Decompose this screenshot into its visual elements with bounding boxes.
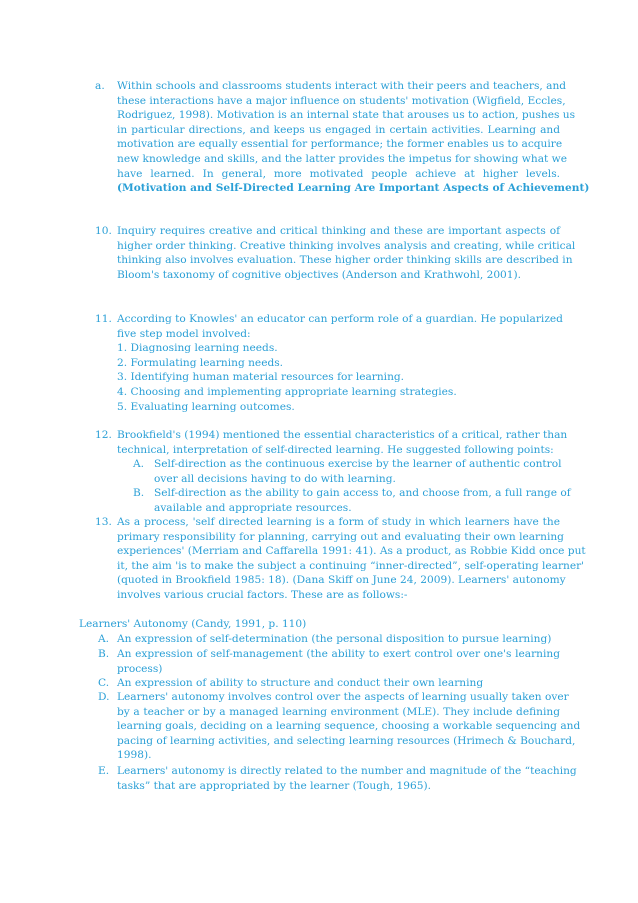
paragraph-line: motivation are equally essential for performance; the former enables us to acquire <box>117 138 563 151</box>
point-a-marker: A. <box>133 458 145 470</box>
paragraph-line: Within schools and classrooms students interact with their peers and teachers, and <box>117 80 567 92</box>
paragraph-line: five step model involved: <box>117 327 251 340</box>
paragraph-line: over all decisions having to do with learning. <box>154 472 396 485</box>
paragraph-line: these interactions have a major influence on students' motivation (Wigfield, Eccles, <box>117 94 566 107</box>
paragraph-line: An expression of self-determination (the personal disposition to pursue learning) <box>117 633 552 645</box>
paragraph-line: Learners' autonomy is directly related to the number and magnitude of the “teaching <box>117 765 577 777</box>
item-11-paragraph <box>117 312 563 414</box>
paragraph-line: An expression of self-management (the ability to exert control over one's learning <box>117 648 560 660</box>
autonomy-c-marker: C. <box>98 677 110 689</box>
paragraph-line: 1998). <box>117 749 152 762</box>
paragraph-line: Learners' autonomy involves control over the aspects of learning usually taken over <box>117 691 569 703</box>
paragraph-line: have learned. In general, more motivated people achieve at higher levels. <box>117 167 560 180</box>
paragraph-line: it, the aim 'is to make the subject a continuing “inner-directed”, self-operating learner' <box>117 559 585 572</box>
paragraph-line: experiences' (Merriam and Caffarella 1991: 41). As a product, as Robbie Kidd once put <box>117 545 586 558</box>
paragraph-line: by a teacher or by a managed learning environment (MLE). They include defining <box>117 705 560 718</box>
paragraph-line: technical, interpretation of self-directed learning. He suggested following points: <box>117 443 554 456</box>
item-a-marker: a. <box>95 80 105 92</box>
item-10-paragraph <box>117 224 576 282</box>
paragraph-line: According to Knowles' an educator can perform role of a guardian. He popularized <box>117 313 563 325</box>
point-b-text <box>154 486 571 515</box>
autonomy-d-marker: D. <box>98 691 110 703</box>
autonomy-b-text <box>117 647 560 676</box>
autonomy-e-text <box>117 764 577 793</box>
item-10-marker: 10. <box>95 225 112 237</box>
step-item: 4. Choosing and implementing appropriate learning strategies. <box>117 385 457 398</box>
paragraph-line: Brookfield's (1994) mentioned the essential characteristics of a critical, rather than <box>117 429 568 441</box>
step-item: 3. Identifying human material resources for learning. <box>117 371 405 384</box>
paragraph-line: available and appropriate resources. <box>154 501 352 514</box>
item-12-marker: 12. <box>95 429 112 441</box>
step-item: 5. Evaluating learning outcomes. <box>117 400 295 413</box>
paragraph-line: Bloom's taxonomy of cognitive objectives (Anderson and Krathwohl, 2001). <box>117 268 522 281</box>
autonomy-a-text <box>117 632 560 647</box>
autonomy-e-marker: E. <box>98 765 110 777</box>
autonomy-a-marker: A. <box>98 633 110 645</box>
paragraph-line: Inquiry requires creative and critical thinking and these are important aspects of <box>117 225 560 237</box>
paragraph-line: tasks” that are appropriated by the learner (Tough, 1965). <box>117 779 432 792</box>
item-a-paragraph <box>117 79 590 196</box>
paragraph-line: process) <box>117 662 163 675</box>
paragraph-line: learning goals, deciding on a learning sequence, choosing a workable sequencing and <box>117 720 581 733</box>
paragraph-line: higher order thinking. Creative thinking involves analysis and creating, while critical <box>117 239 576 252</box>
point-b-marker: B. <box>133 487 145 499</box>
paragraph-line: As a process, 'self directed learning is a form of study in which learners have the <box>117 516 560 528</box>
item-13-paragraph <box>117 515 586 603</box>
autonomy-d-text <box>117 690 581 763</box>
autonomy-c-text <box>117 676 560 691</box>
paragraph-line: Self-direction as the continuous exercise by the learner of authentic control <box>154 458 562 470</box>
item-13-marker: 13. <box>95 516 112 528</box>
paragraph-line: An expression of ability to structure and conduct their own learning <box>117 677 484 689</box>
step-item: 2. Formulating learning needs. <box>117 356 284 369</box>
paragraph-line: Rodriguez, 1998). Motivation is an internal state that arouses us to action, pushes us <box>117 109 576 122</box>
bold-emphasis-line: (Motivation and Self-Directed Learning Are Important Aspects of Achievement) <box>117 182 590 195</box>
paragraph-line: primary responsibility for planning, carrying out and evaluating their own learning <box>117 530 564 543</box>
autonomy-b-marker: B. <box>98 648 110 660</box>
item-11-marker: 11. <box>95 313 112 325</box>
paragraph-line: involves various crucial factors. These are as follows:- <box>117 588 408 601</box>
paragraph-line: Self-direction as the ability to gain access to, and choose from, a full range of <box>154 487 571 499</box>
paragraph-line: (quoted in Brookfield 1985: 18). (Dana Skiff on June 24, 2009). Learners' autonomy <box>117 574 566 587</box>
paragraph-line: thinking also involves evaluation. These higher order thinking skills are described in <box>117 254 573 267</box>
paragraph-line: in particular directions, and keeps us engaged in certain activities. Learning and <box>117 123 560 136</box>
item-12-paragraph <box>117 428 568 457</box>
point-a-text <box>154 457 560 486</box>
heading-text: Learners' Autonomy (Candy, 1991, p. 110) <box>79 618 307 630</box>
section-heading <box>79 617 560 632</box>
paragraph-line: pacing of learning activities, and selecting learning resources (Hrimech & Bouchard, <box>117 734 576 747</box>
step-item: 1. Diagnosing learning needs. <box>117 342 278 355</box>
paragraph-line: new knowledge and skills, and the latter provides the impetus for showing what we <box>117 152 567 165</box>
